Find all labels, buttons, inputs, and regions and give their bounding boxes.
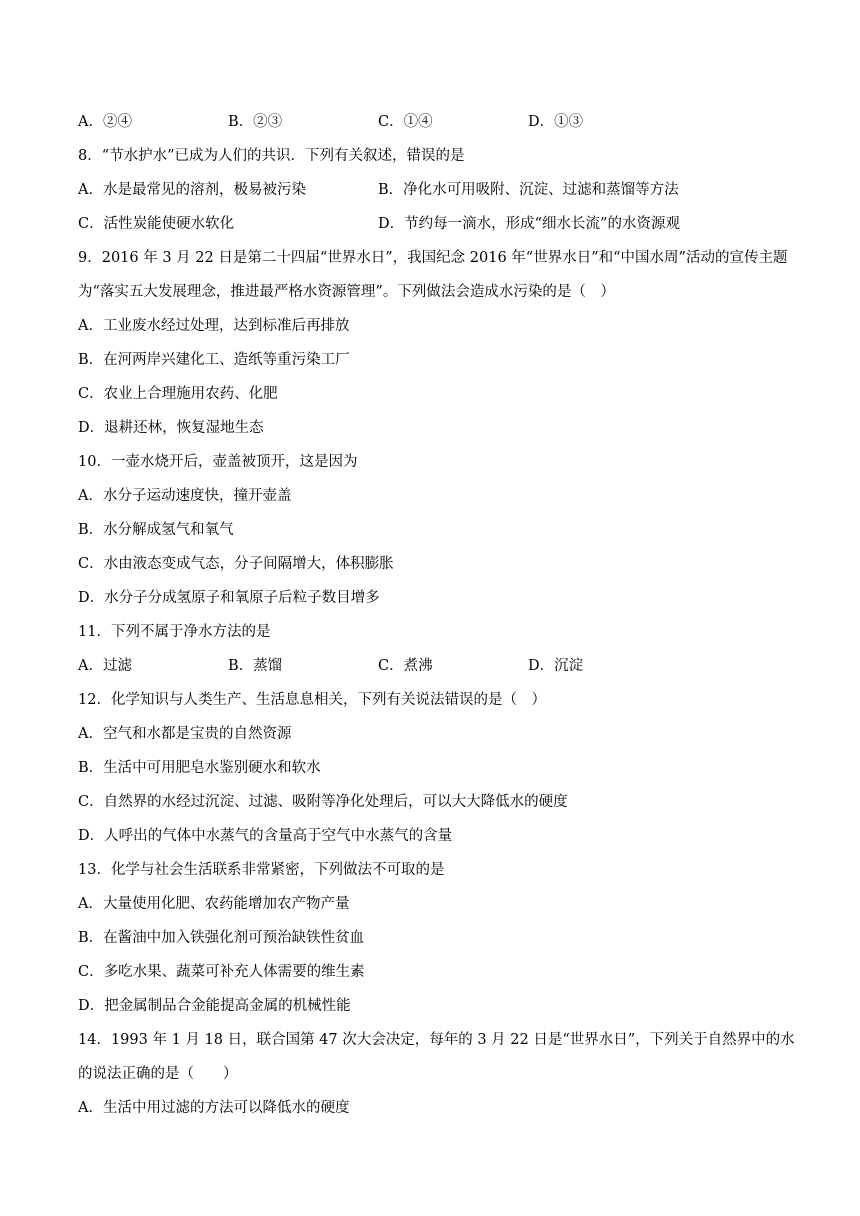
q8-options-row2 [78,214,800,234]
q7-option-c: C．①④ [378,114,433,130]
q13-stem: 13．化学与社会生活联系非常紧密，下列做法不可取的是 [78,862,445,878]
q11-stem: 11．下列不属于净水方法的是 [78,624,271,640]
q12-option-d: D．人呼出的气体中水蒸气的含量高于空气中水蒸气的含量 [78,828,453,844]
q14-stem-line1: 14．1993 年 1 月 18 日，联合国第 47 次大会决定，每年的 3 月 22 日是“世界水日”，下列关于自然界中的水 [78,1032,795,1048]
q10-option-b: B．水分解成氢气和氧气 [78,522,234,538]
q7-option-d: D．①③ [528,114,584,130]
q9-option-a: A．工业废水经过处理，达到标准后再排放 [78,318,350,334]
q12-option-a: A．空气和水都是宝贵的自然资源 [78,726,292,742]
q13-option-a: A．大量使用化肥、农药能增加农产物产量 [78,896,350,912]
q8-option-d: D．节约每一滴水，形成“细水长流”的水资源观 [378,216,680,232]
q7-option-b: B．②③ [228,114,283,130]
q8-stem: 8．“节水护水”已成为人们的共识．下列有关叙述，错误的是 [78,148,465,164]
q13-option-d: D．把金属制品合金能提高金属的机械性能 [78,998,351,1014]
q10-option-c: C．水由液态变成气态，分子间隔增大，体积膨胀 [78,556,394,572]
q12-stem: 12．化学知识与人类生产、生活息息相关，下列有关说法错误的是（ ） [78,692,546,708]
q9-option-b: B．在河两岸兴建化工、造纸等重污染工厂 [78,352,350,368]
q12-option-b: B．生活中可用肥皂水鉴别硬水和软水 [78,760,321,776]
q11-option-d: D．沉淀 [528,658,584,674]
q7-option-a: A．②④ [78,114,132,130]
q8-option-c: C．活性炭能使硬水软化 [78,216,235,232]
q8-option-b: B．净化水可用吸附、沉淀、过滤和蒸馏等方法 [378,182,679,198]
q14-option-a: A．生活中用过滤的方法可以降低水的硬度 [78,1100,350,1116]
q14-stem-line2: 的说法正确的是（ ） [78,1066,238,1082]
q10-stem: 10．一壶水烧开后，壶盖被顶开，这是因为 [78,454,358,470]
q13-option-b: B．在酱油中加入铁强化剂可预治缺铁性贫血 [78,930,365,946]
q10-option-a: A．水分子运动速度快，撞开壶盖 [78,488,292,504]
q11-option-c: C．煮沸 [378,658,433,674]
q11-option-b: B．蒸馏 [228,658,283,674]
q7-options [78,112,800,132]
q9-option-c: C．农业上合理施用农药、化肥 [78,386,278,402]
q13-option-c: C．多吃水果、蔬菜可补充人体需要的维生素 [78,964,365,980]
q8-option-a: A．水是最常见的溶剂，极易被污染 [78,182,306,198]
q9-option-d: D．退耕还林，恢复湿地生态 [78,420,264,436]
q12-option-c: C．自然界的水经过沉淀、过滤、吸附等净化处理后，可以大大降低水的硬度 [78,794,568,810]
q9-stem-line1: 9．2016 年 3 月 22 日是第二十四届“世界水日”，我国纪念 2016 年“世界水日”和“中国水周”活动的宣传主题 [78,250,788,266]
q10-option-d: D．水分子分成氢原子和氧原子后粒子数目增多 [78,590,380,606]
q11-options [78,656,800,676]
q11-option-a: A．过滤 [78,658,132,674]
q8-options-row1 [78,180,800,200]
q9-stem-line2: 为“落实五大发展理念，推进最严格水资源管理”。下列做法会造成水污染的是（ ） [78,284,615,300]
